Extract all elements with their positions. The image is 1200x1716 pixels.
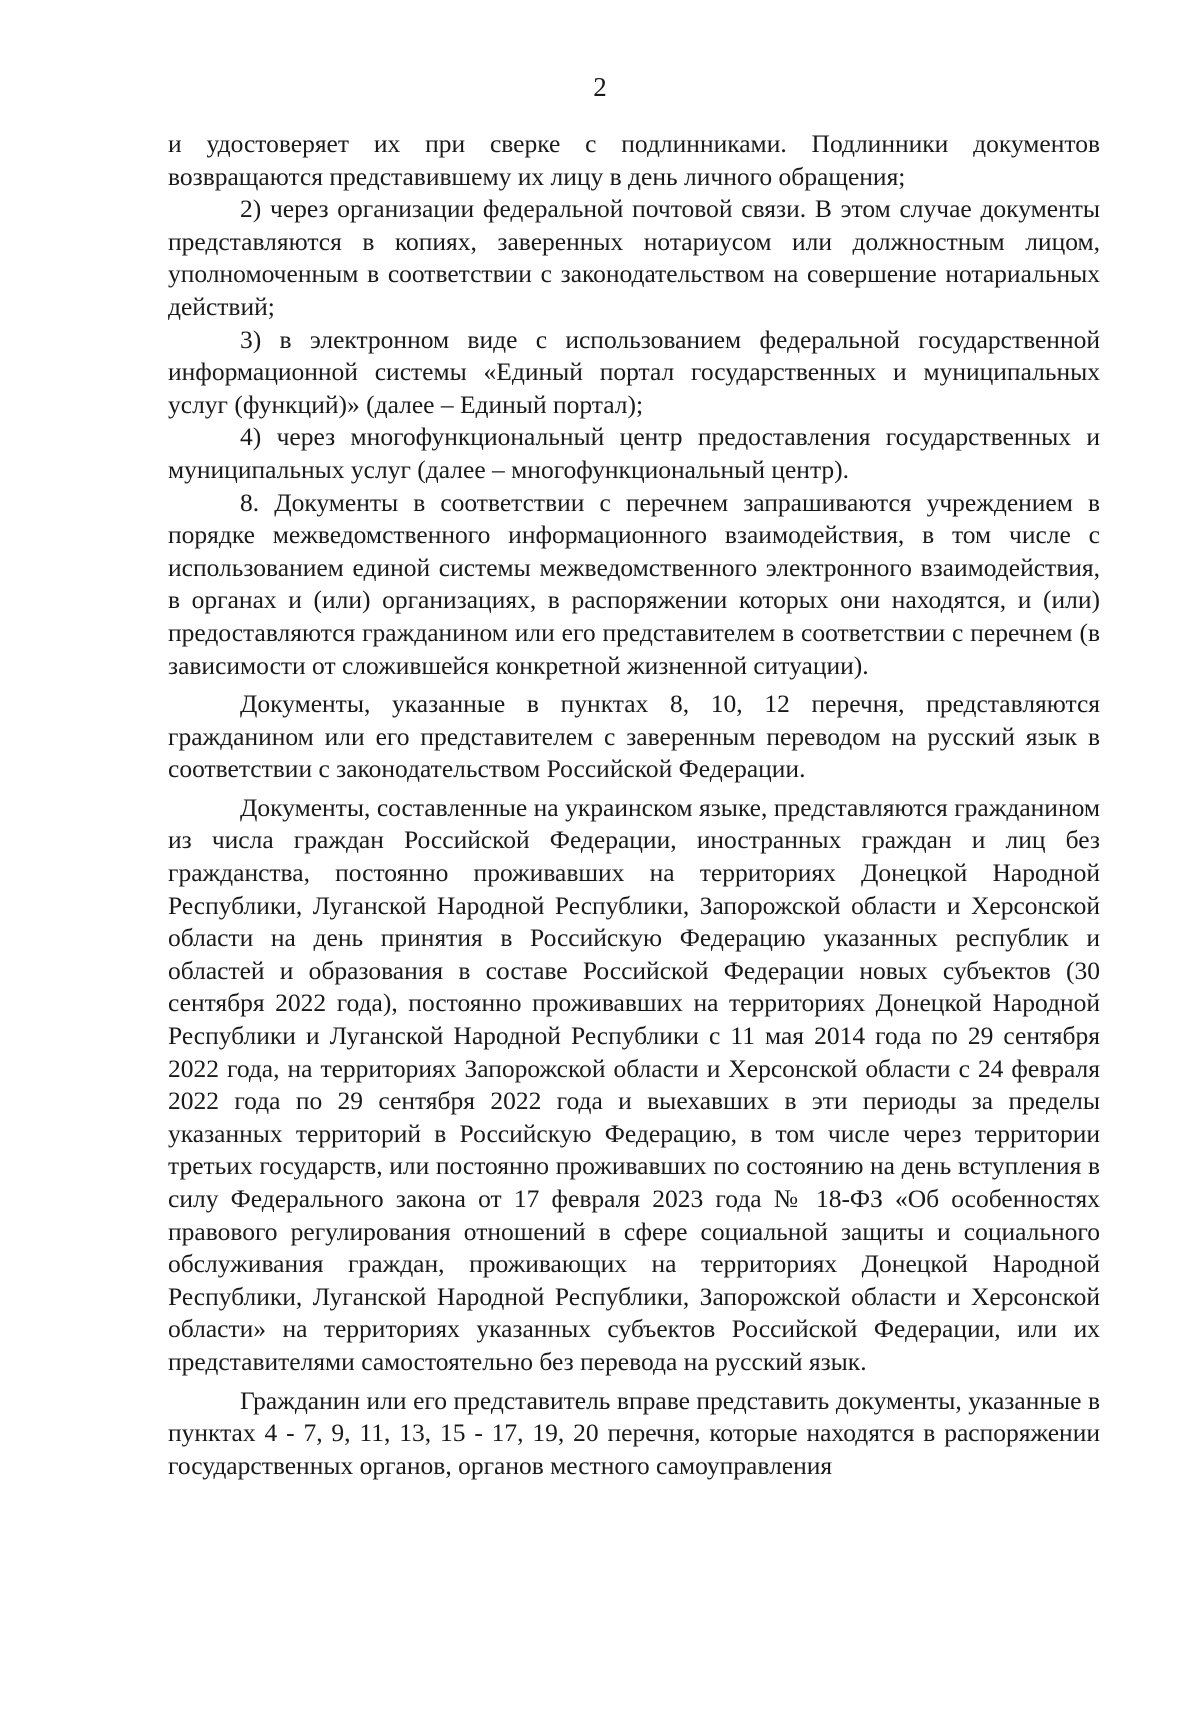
page-number: 2 [593, 72, 607, 102]
paragraph-translation-requirement: Документы, указанные в пунктах 8, 10, 12 перечня, представляются гражданином или его представителем с заверенным переводом на русский язык в соответствии с законодательством Российской Федерации. [168, 689, 1100, 784]
paragraph-citizen-right: Гражданин или его представитель вправе представить документы, указанные в пунктах 4 - 7, 9, 11, 13, 15 - 17, 19, 20 перечня, которые находятся в распоряжении государственных органов, органов местного самоуправления [168, 1385, 1100, 1480]
paragraph-item-2: 2) через организации федеральной почтовой связи. В этом случае документы представляются в копиях, заверенных нотариусом или должностным лицом, уполномоченным в соответствии с законодательством на совершение нотариальных действий; [168, 194, 1100, 321]
paragraph-item-3: 3) в электронном виде с использованием федеральной государственной информационной системы «Единый портал государственных и муниципальных услуг (функций)» (далее – Единый портал); [168, 324, 1100, 419]
paragraph-ukrainian-language-documents: Документы, составленные на украинском языке, представляются гражданином из числа граждан Российской Федерации, иностранных граждан и лиц без гражданства, постоянно проживавших на территориях Донецкой Народной Республики, Луганской Народной Республики, Запорожской области и Херсонской области на день принятия в Российскую Федерацию указанных республик и областей и образования в составе Российской Федерации новых субъектов (30 сентября 2022 года), постоянно проживавших на территориях Донецкой Народной Республики и Луганской Народной Республики с 11 мая 2014 года по 29 сентября 2022 года, на территориях Запорожской области и Херсонской области с 24 февраля 2022 года по 29 сентября 2022 года и выехавших в эти периоды за пределы указанных территорий в Российскую Федерацию, в том числе через территории третьих государств, или постоянно проживавших по состоянию на день вступления в силу Федерального закона от 17 февраля 2023 года № 18-ФЗ «Об особенностях правового регулирования отношений в сфере социальной защиты и социального обслуживания граждан, проживающих на территориях Донецкой Народной Республики, Луганской Народной Республики, Запорожской области и Херсонской области» на территориях указанных субъектов Российской Федерации, или их представителями самостоятельно без перевода на русский язык. [168, 792, 1100, 1376]
paragraph-continuation: и удостоверяет их при сверке с подлинниками. Подлинники документов возвращаются представившему их лицу в день личного обращения; [168, 129, 1100, 191]
paragraph-clause-8: 8. Документы в соответствии с перечнем запрашиваются учреждением в порядке межведомственного информационного взаимодействия, в том числе с использованием единой системы межведомственного электронного взаимодействия, в органах и (или) организациях, в распоряжении которых они находятся, и (или) предоставляются гражданином или его представителем в соответствии с перечнем (в зависимости от сложившейся конкретной жизненной ситуации). [168, 487, 1100, 680]
document-body [168, 128, 1100, 1482]
paragraph-item-4: 4) через многофункциональный центр предоставления государственных и муниципальных услуг (далее – многофункциональный центр). [168, 422, 1100, 484]
